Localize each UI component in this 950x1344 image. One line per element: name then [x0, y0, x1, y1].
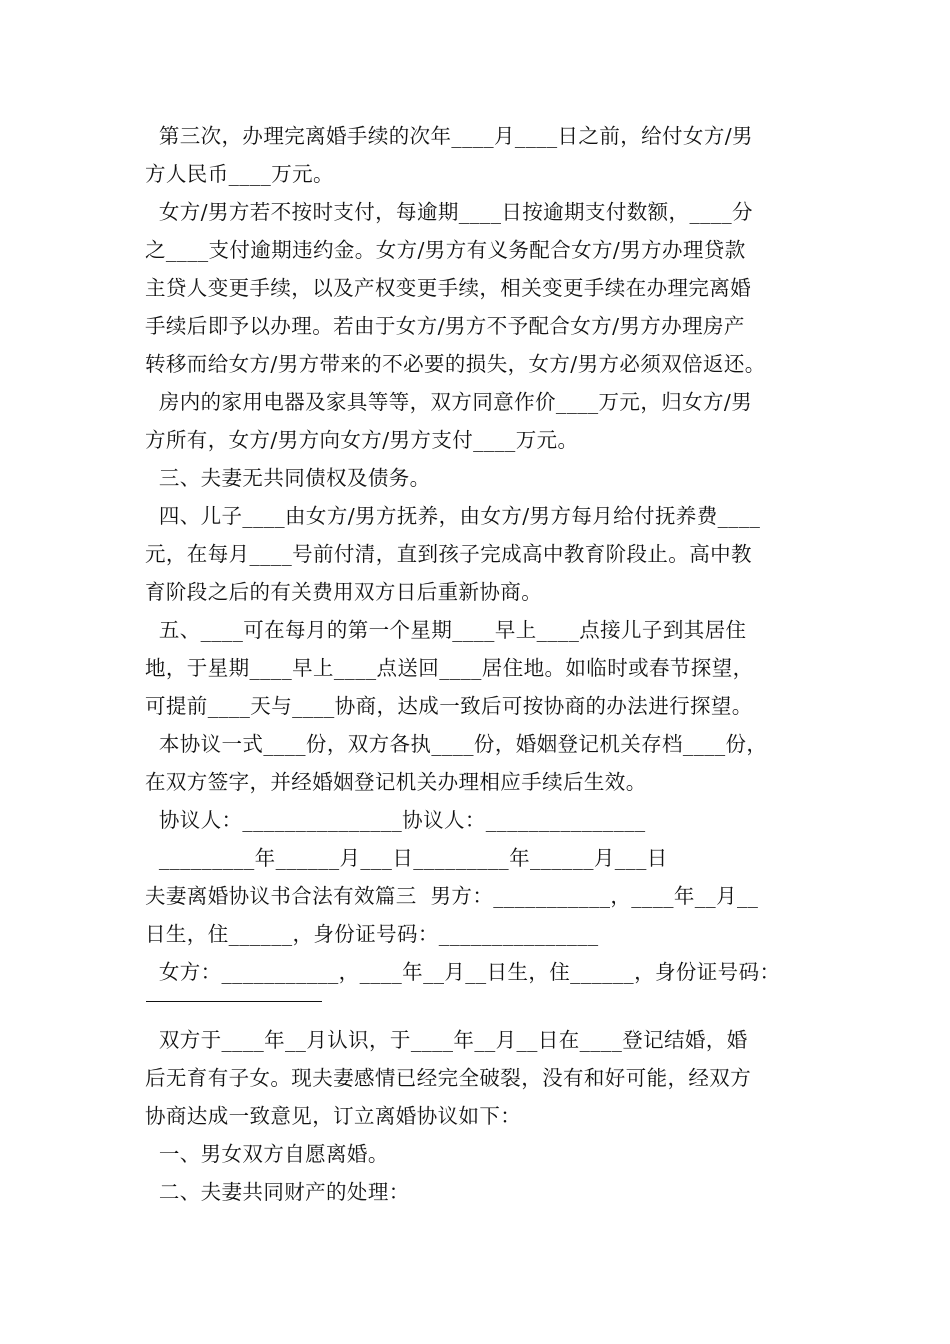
id-number-blank-line: [146, 1001, 322, 1002]
paragraph-line: 方所有，女方/男方向女方/男方支付____万元。: [145, 428, 579, 452]
paragraph-line: 四、儿子____由女方/男方抚养，由女方/男方每月给付抚养费____: [145, 504, 761, 528]
paragraph-line: 一、男女双方自愿离婚。: [145, 1142, 389, 1166]
paragraph-line: 二、夫妻共同财产的处理：: [145, 1180, 410, 1204]
paragraph-line: 元，在每月____号前付清，直到孩子完成高中教育阶段止。高中教: [145, 542, 752, 566]
paragraph-line: 主贷人变更手续，以及产权变更手续，相关变更手续在办理完离婚: [145, 276, 752, 300]
date-line: _________年______月___日_________年______月___日: [145, 846, 668, 870]
paragraph-line: 本协议一式____份，双方各执____份，婚姻登记机关存档____份，: [145, 732, 768, 756]
paragraph-line: 之____支付逾期违约金。女方/男方有义务配合女方/男方办理贷款: [145, 238, 746, 262]
paragraph-line: 方人民币____万元。: [145, 162, 334, 186]
paragraph-line: 日生，住______，身份证号码：_______________: [145, 922, 599, 946]
paragraph-line: 女方：___________，____年__月__日生，住______，身份证号码：: [145, 960, 781, 984]
paragraph-line: 协商达成一致意见，订立离婚协议如下：: [145, 1104, 522, 1128]
paragraph-line: 五、____可在每月的第一个星期____早上____点接儿子到其居住: [145, 618, 747, 642]
paragraph-line: 房内的家用电器及家具等等，双方同意作价____万元，归女方/男: [145, 390, 753, 414]
paragraph-line: 后无育有子女。现夫妻感情已经完全破裂，没有和好可能，经双方: [145, 1066, 752, 1090]
paragraph-line: 手续后即予以办理。若由于女方/男方不予配合女方/男方办理房产: [145, 314, 745, 338]
paragraph-line: 双方于____年__月认识，于____年__月__日在____登记结婚，婚: [145, 1028, 748, 1052]
paragraph-line: 在双方签字，并经婚姻登记机关办理相应手续后生效。: [145, 770, 647, 794]
paragraph-line: 地，于星期____早上____点送回____居住地。如临时或春节探望，: [145, 656, 754, 680]
section-heading-line: 夫妻离婚协议书合法有效篇三 男方：___________，____年__月__: [145, 884, 759, 908]
paragraph-line: 可提前____天与____协商，达成一致后可按协商的办法进行探望。: [145, 694, 753, 718]
paragraph-line: 育阶段之后的有关费用双方日后重新协商。: [145, 580, 543, 604]
paragraph-line: 转移而给女方/男方带来的不必要的损失，女方/男方必须双倍返还。: [145, 352, 766, 376]
paragraph-line: 三、夫妻无共同债权及债务。: [145, 466, 431, 490]
paragraph-line: 第三次，办理完离婚手续的次年____月____日之前，给付女方/男: [145, 124, 753, 148]
paragraph-line: 女方/男方若不按时支付，每逾期____日按逾期支付数额，____分: [145, 200, 753, 224]
signature-line: 协议人：_______________协议人：_______________: [145, 808, 646, 832]
